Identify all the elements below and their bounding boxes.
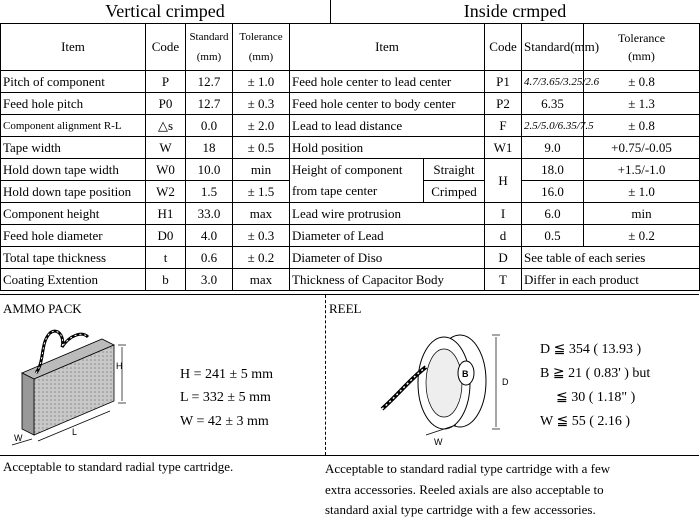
right-code: T — [485, 269, 522, 291]
section-divider — [325, 295, 326, 455]
right-tol: ± 0.2 — [584, 225, 700, 247]
ammo-dim-l-label: L — [72, 427, 78, 437]
left-item: Feed hole pitch — [1, 93, 146, 115]
ammo-note: Acceptable to standard radial type cartridge. — [3, 459, 234, 474]
ammo-pack-title: AMMO PACK — [3, 301, 82, 316]
right-item: Height of component — [290, 159, 424, 181]
col-header-standard-l1: Standard — [189, 31, 229, 43]
left-code: W0 — [146, 159, 186, 181]
right-std: 0.5 — [522, 225, 584, 247]
right-code: W1 — [485, 137, 522, 159]
right-std-span: Differ in each product — [522, 269, 700, 291]
right-std-span: See table of each series — [522, 247, 700, 269]
right-code: I — [485, 203, 522, 225]
left-std: 3.0 — [186, 269, 233, 291]
right-code: F — [485, 115, 522, 137]
col-header-tolerance2 — [584, 24, 700, 71]
left-item: Component height — [1, 203, 146, 225]
reel-note-line-1: Acceptable to standard radial type cartridge with a few — [325, 461, 611, 476]
left-code: △s — [146, 115, 186, 137]
ammo-pack-illustration — [10, 323, 160, 449]
left-tol: max — [233, 269, 290, 291]
col-header-standard-l2: (mm) — [196, 51, 222, 63]
right-code: H — [485, 159, 522, 203]
left-tol: ± 0.3 — [233, 225, 290, 247]
col-header-item: Item — [1, 24, 146, 71]
right-tol: ± 0.8 — [584, 115, 700, 137]
reel-spec-b: B ≧ 21 ( 0.83' ) but — [540, 366, 651, 381]
right-tol: +1.5/-1.0 — [584, 159, 700, 181]
right-item: from tape center — [290, 181, 424, 203]
table-row — [1, 181, 700, 203]
left-code: H1 — [146, 203, 186, 225]
left-std: 4.0 — [186, 225, 233, 247]
ammo-dim-w-label: W — [14, 433, 23, 443]
table-row — [1, 71, 700, 93]
left-code: P0 — [146, 93, 186, 115]
left-code: W2 — [146, 181, 186, 203]
reel-dim-w-label: W — [434, 437, 443, 447]
left-tol: ± 0.5 — [233, 137, 290, 159]
left-std: 1.5 — [186, 181, 233, 203]
col-header-item2: Item — [290, 24, 485, 71]
right-std: 9.0 — [522, 137, 584, 159]
col-header-tolerance-l1: Tolerance — [239, 31, 283, 43]
right-code: D — [485, 247, 522, 269]
right-tol: ± 1.0 — [584, 181, 700, 203]
col-header-standard — [186, 24, 233, 71]
right-tol: ± 0.8 — [584, 71, 700, 93]
right-item: Lead to lead distance — [290, 115, 485, 137]
reel-spec-w: W ≦ 55 ( 2.16 ) — [540, 414, 631, 429]
col-header-tolerance-l2: (mm) — [248, 51, 274, 63]
spec-table — [0, 23, 700, 291]
left-code: W — [146, 137, 186, 159]
table-row — [1, 225, 700, 247]
table-row — [1, 269, 700, 291]
title-inside-crimped: Inside crmped — [463, 1, 567, 21]
ammo-dim-h-label: H — [116, 361, 123, 371]
right-item: Thickness of Capacitor Body — [290, 269, 485, 291]
left-tol: ± 0.3 — [233, 93, 290, 115]
left-std: 0.6 — [186, 247, 233, 269]
table-row — [1, 137, 700, 159]
title-vertical-crimped: Vertical crimped — [105, 1, 225, 21]
left-item: Tape width — [1, 137, 146, 159]
reel-title: REEL — [329, 301, 362, 316]
right-std: 6.0 — [522, 203, 584, 225]
left-item: Hold down tape position — [1, 181, 146, 203]
col-header-code2: Code — [485, 24, 522, 71]
table-row — [1, 115, 700, 137]
left-std: 12.7 — [186, 93, 233, 115]
left-item: Component alignment R-L — [1, 115, 146, 137]
table-row — [1, 159, 700, 181]
left-std: 10.0 — [186, 159, 233, 181]
reel-dim-d-label: D — [502, 377, 509, 387]
right-item: Feed hole center to lead center — [290, 71, 485, 93]
left-tol: ± 2.0 — [233, 115, 290, 137]
left-tol: ± 1.5 — [233, 181, 290, 203]
right-tol: ± 1.3 — [584, 93, 700, 115]
col-header-code: Code — [146, 24, 186, 71]
left-item: Total tape thickness — [1, 247, 146, 269]
ammo-spec-w: W = 42 ± 3 mm — [180, 414, 269, 429]
table-row — [1, 93, 700, 115]
reel-note-line-2: extra accessories. Reeled axials are also acceptable to — [325, 482, 604, 497]
col-header-standard2: Standard(mm) — [522, 24, 584, 71]
right-tol: min — [584, 203, 700, 225]
left-tol: ± 1.0 — [233, 71, 290, 93]
right-code: d — [485, 225, 522, 247]
left-tol: ± 0.2 — [233, 247, 290, 269]
col-header-tolerance — [233, 24, 290, 71]
right-tol: +0.75/-0.05 — [584, 137, 700, 159]
col-header-tolerance2-l1: Tolerance — [617, 31, 666, 45]
left-tol: max — [233, 203, 290, 225]
left-code: D0 — [146, 225, 186, 247]
right-std: 16.0 — [522, 181, 584, 203]
reel-spec-b-max: ≦ 30 ( 1.18" ) — [556, 390, 636, 405]
left-code: t — [146, 247, 186, 269]
packaging-section — [0, 294, 699, 456]
left-std: 33.0 — [186, 203, 233, 225]
left-item: Pitch of component — [1, 71, 146, 93]
col-header-tolerance2-l2: (mm) — [628, 49, 655, 63]
table-header-row — [1, 24, 700, 71]
right-std: 2.5/5.0/6.35/7.5 — [522, 115, 584, 137]
right-code: P2 — [485, 93, 522, 115]
right-std: 18.0 — [522, 159, 584, 181]
reel-dim-b-label: B — [462, 369, 469, 379]
left-item: Feed hole diameter — [1, 225, 146, 247]
right-item: Diameter of Lead — [290, 225, 485, 247]
left-code: b — [146, 269, 186, 291]
left-std: 18 — [186, 137, 233, 159]
reel-spec-d: D ≦ 354 ( 13.93 ) — [540, 342, 642, 357]
right-item: Lead wire protrusion — [290, 203, 485, 225]
left-std: 0.0 — [186, 115, 233, 137]
right-item: Hold position — [290, 137, 485, 159]
left-item: Hold down tape width — [1, 159, 146, 181]
right-std: 6.35 — [522, 93, 584, 115]
reel-note-line-3: standard axial type cartridge with a few accessories. — [325, 502, 596, 517]
left-code: P — [146, 71, 186, 93]
right-sub: Straight — [424, 159, 485, 181]
right-item: Feed hole center to body center — [290, 93, 485, 115]
right-code: P1 — [485, 71, 522, 93]
right-std: 4.7/3.65/3.25/2.6 — [522, 71, 584, 93]
reel-illustration — [380, 323, 520, 449]
table-row — [1, 203, 700, 225]
ammo-spec-l: L = 332 ± 5 mm — [180, 390, 271, 405]
left-item: Coating Extention — [1, 269, 146, 291]
right-item: Diameter of Diso — [290, 247, 485, 269]
left-std: 12.7 — [186, 71, 233, 93]
table-row — [1, 247, 700, 269]
right-sub: Crimped — [424, 181, 485, 203]
ammo-spec-h: H = 241 ± 5 mm — [180, 367, 273, 382]
left-tol: min — [233, 159, 290, 181]
